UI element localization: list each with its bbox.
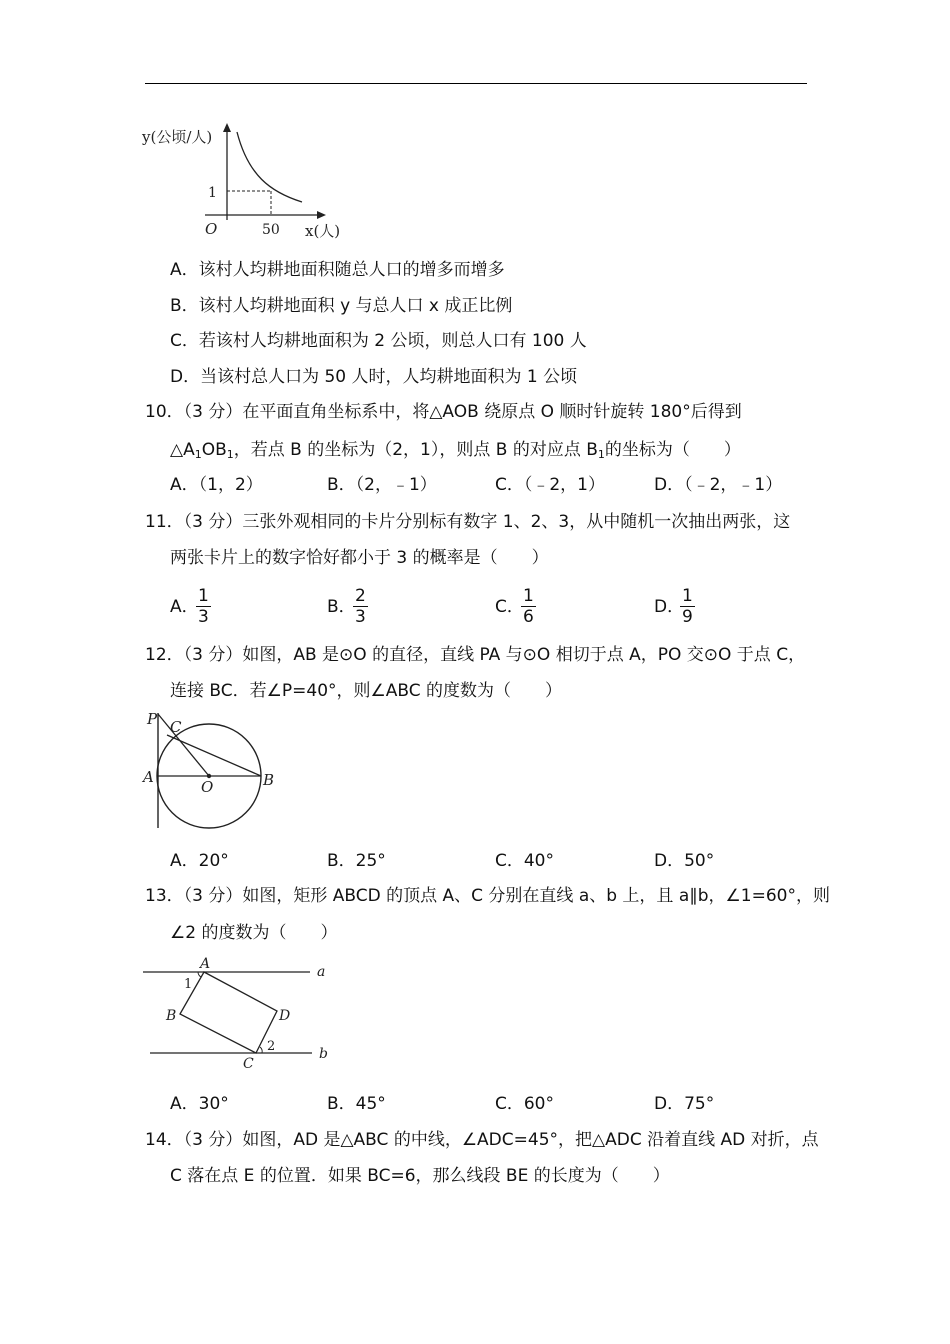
q13-label-b: B: [166, 1008, 177, 1024]
q11-option-d-label: D．: [654, 597, 685, 617]
q13-stem-line2: ∠2 的度数为（ ）: [170, 923, 338, 943]
q13-label-line-a: a: [317, 964, 326, 980]
q10-stem-line2: $\triangle A_1OB_1$，若点 B 的坐标为（2，1），则点 B 的对应点 $B_1$的坐标为（ ）: [170, 440, 741, 461]
q11-stem-line1: 11．（3 分）三张外观相同的卡片分别标有数字 1、2、3，从中随机一次抽出两张，这: [145, 512, 791, 532]
q12-stem-line2: 连接 BC．若∠P=40°，则∠ABC 的度数为（ ）: [170, 681, 563, 701]
q9-origin-label: O: [205, 220, 218, 238]
q13-stem-line1: 13．（3 分）如图，矩形 ABCD 的顶点 A、C 分别在直线 a、b 上，且 a∥b，∠1=60°，则: [145, 886, 830, 906]
q10-stem-line1: 10．（3 分）在平面直角坐标系中，将△AOB 绕原点 O 顺时针旋转 180°后得到: [145, 402, 742, 422]
q13-rectangle-figure: [140, 954, 340, 1074]
q13-label-line-b: b: [319, 1046, 328, 1062]
q9-x-arrow: [317, 211, 326, 219]
q11-option-a-label: A．: [170, 597, 199, 617]
q13-label-angle1: 1: [184, 977, 193, 992]
q12-option-a: A．20°: [170, 851, 229, 871]
q10-option-a: A．（1，2）: [170, 475, 263, 495]
q13-option-d: D．75°: [654, 1094, 715, 1114]
q12-option-b: B．25°: [327, 851, 386, 871]
q9-option-d: D．当该村总人口为 50 人时，人均耕地面积为 1 公顷: [170, 367, 578, 387]
q14-stem-line1: 14．（3 分）如图，AD 是△ABC 的中线，∠ADC=45°，把△ADC 沿着直线 AD 对折，点: [145, 1130, 819, 1150]
q13-label-c: C: [243, 1056, 254, 1072]
q10-option-d: D．（﹣2，﹣1）: [654, 475, 783, 495]
q14-stem-line2: C 落在点 E 的位置．如果 BC=6，那么线段 BE 的长度为（ ）: [170, 1166, 670, 1186]
q11-option-b-label: B．: [327, 597, 356, 617]
q9-option-c: C．若该村人均耕地面积为 2 公顷，则总人口有 100 人: [170, 331, 587, 351]
q13-label-a: A: [200, 956, 211, 972]
q13-angle-2-arc: [260, 1047, 262, 1053]
q10-option-c: C．（﹣2，1）: [495, 475, 606, 495]
q11-stem-line2: 两张卡片上的数字恰好都小于 3 的概率是（ ）: [170, 548, 549, 568]
q9-y-axis-label: y(公顷/人): [142, 128, 213, 146]
q13-angle-1-arc: [198, 972, 201, 977]
q12-label-o: O: [201, 778, 214, 796]
q12-label-b: B: [263, 771, 275, 789]
q12-stem-line1: 12．（3 分）如图，AB 是⊙O 的直径，直线 PA 与⊙O 相切于点 A，PO 交⊙O 于点 C，: [145, 645, 806, 665]
q9-x-axis-label: x(人): [305, 222, 341, 240]
q13-option-c: C．60°: [495, 1094, 555, 1114]
q9-inverse-proportion-graph: [140, 120, 360, 245]
q13-rectangle-abcd: [180, 972, 277, 1053]
q13-label-angle2: 2: [267, 1039, 276, 1054]
header-rule: [145, 83, 807, 84]
q9-x-tick-label: 50: [262, 222, 280, 238]
q12-circle-figure: [140, 708, 285, 833]
q11-option-b-fraction: $\frac{2}{3}$: [355, 586, 366, 627]
q11-option-c-fraction: $\frac{1}{6}$: [523, 586, 534, 627]
q9-y-arrow: [223, 123, 231, 132]
q12-label-a: A: [143, 768, 154, 786]
q11-option-d-fraction: $\frac{1}{9}$: [682, 586, 693, 627]
q13-label-d: D: [279, 1008, 291, 1024]
q10-option-b: B．（2，﹣1）: [327, 475, 437, 495]
q12-segment-po: [158, 714, 209, 776]
q9-option-b: B．该村人均耕地面积 y 与总人口 x 成正比例: [170, 296, 513, 316]
q11-option-a-fraction: $\frac{1}{3}$: [198, 586, 209, 627]
q12-option-c: C．40°: [495, 851, 555, 871]
q12-option-d: D．50°: [654, 851, 715, 871]
q12-label-p: P: [147, 710, 158, 728]
q9-y-tick-label: 1: [208, 185, 217, 201]
q9-option-a: A．该村人均耕地面积随总人口的增多而增多: [170, 260, 505, 280]
q13-option-b: B．45°: [327, 1094, 386, 1114]
q11-option-c-label: C．: [495, 597, 524, 617]
q12-label-c: C: [170, 718, 182, 736]
q13-option-a: A．30°: [170, 1094, 229, 1114]
